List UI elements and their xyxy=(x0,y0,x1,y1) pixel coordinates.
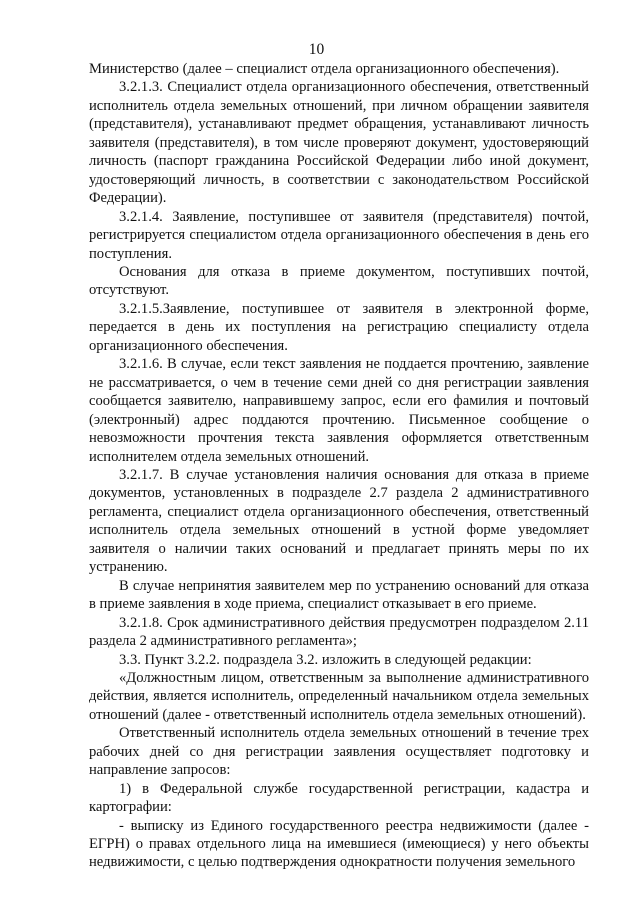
paragraph-continuation: Министерство (далее – специалист отдела организационного обеспечения). xyxy=(89,61,560,77)
paragraph-3-3: 3.3. Пункт 3.2.2. подраздела 3.2. изложить в следующей редакции: xyxy=(119,651,532,668)
paragraph-non-compliance: В случае непринятия заявителем мер по устранению оснований для отказа в приеме заявления в ходе приема, специалист отказывает в его приеме. xyxy=(89,577,589,613)
paragraph-3-2-1-8: 3.2.1.8. Срок административного действия предусмотрен подразделом 2.11 раздела 2 административного регламента»; xyxy=(89,614,589,650)
paragraph-3-2-1-7: 3.2.1.7. В случае установления наличия основания для отказа в приеме документов, установленных в подразделе 2.7 раздела 2 административного регламента, специалист отдела организационного обеспечения, ответственный исполнитель отдела земельных отношений в устной форме уведомляет заявителя о наличии таких оснований и предлагает принять меры по их устранению. xyxy=(89,466,589,576)
paragraph-3-2-1-3: 3.2.1.3. Специалист отдела организационного обеспечения, ответственный исполнитель отдела земельных отношений, при личном обращении заявителя (представителя), устанавливают предмет обращения, устанавливают личность заявителя (представителя), в том числе проверяют документ, удостоверяющий личность (паспорт гражданина Российской Федерации либо иной документ, удостоверяющий личность, в соответствии с законодательством Российской Федерации). xyxy=(89,79,589,207)
paragraph-egrn-extract: - выписку из Единого государственного реестра недвижимости (далее - ЕГРН) о правах отдельного лица на имевшиеся (имеющиеся) у него объекты недвижимости, с целью подтверждения однократности получения земельного xyxy=(89,817,589,871)
paragraph-3-2-1-5: 3.2.1.5.Заявление, поступившее от заявителя в электронной форме, передается в день их поступления на регистрацию специалисту отдела организационного обеспечения. xyxy=(89,300,589,354)
paragraph-responsible-person: «Должностным лицом, ответственным за выполнение административного действия, является исполнитель, определенный начальником отдела земельных отношений (далее - ответственный исполнитель отдела земельных отношений). xyxy=(89,669,589,723)
page-number: 10 xyxy=(308,41,325,58)
document-body xyxy=(89,60,589,872)
paragraph-requests: Ответственный исполнитель отдела земельных отношений в течение трех рабочих дней со дня регистрации заявления осуществляет подготовку и направление запросов: xyxy=(89,725,589,779)
paragraph-3-2-1-6: 3.2.1.6. В случае, если текст заявления не поддается прочтению, заявление не рассматривается, о чем в течение семи дней со дня регистрации заявления сообщается заявителю, направившему запрос, если его фамилия и почтовый (электронный) адрес поддаются прочтению. Письменное сообщение о невозможности прочтения текста заявления оформляется ответственным исполнителем отдела земельных отношений. xyxy=(89,356,589,465)
paragraph-refusal-grounds: Основания для отказа в приеме документом, поступивших почтой, отсутствуют. xyxy=(89,263,589,299)
paragraph-3-2-1-4: 3.2.1.4. Заявление, поступившее от заявителя (представителя) почтой, регистрируется специалистом отдела организационного обеспечения в день его поступления. xyxy=(89,208,589,262)
paragraph-list-item-1: 1) в Федеральной службе государственной регистрации, кадастра и картографии: xyxy=(89,780,589,816)
